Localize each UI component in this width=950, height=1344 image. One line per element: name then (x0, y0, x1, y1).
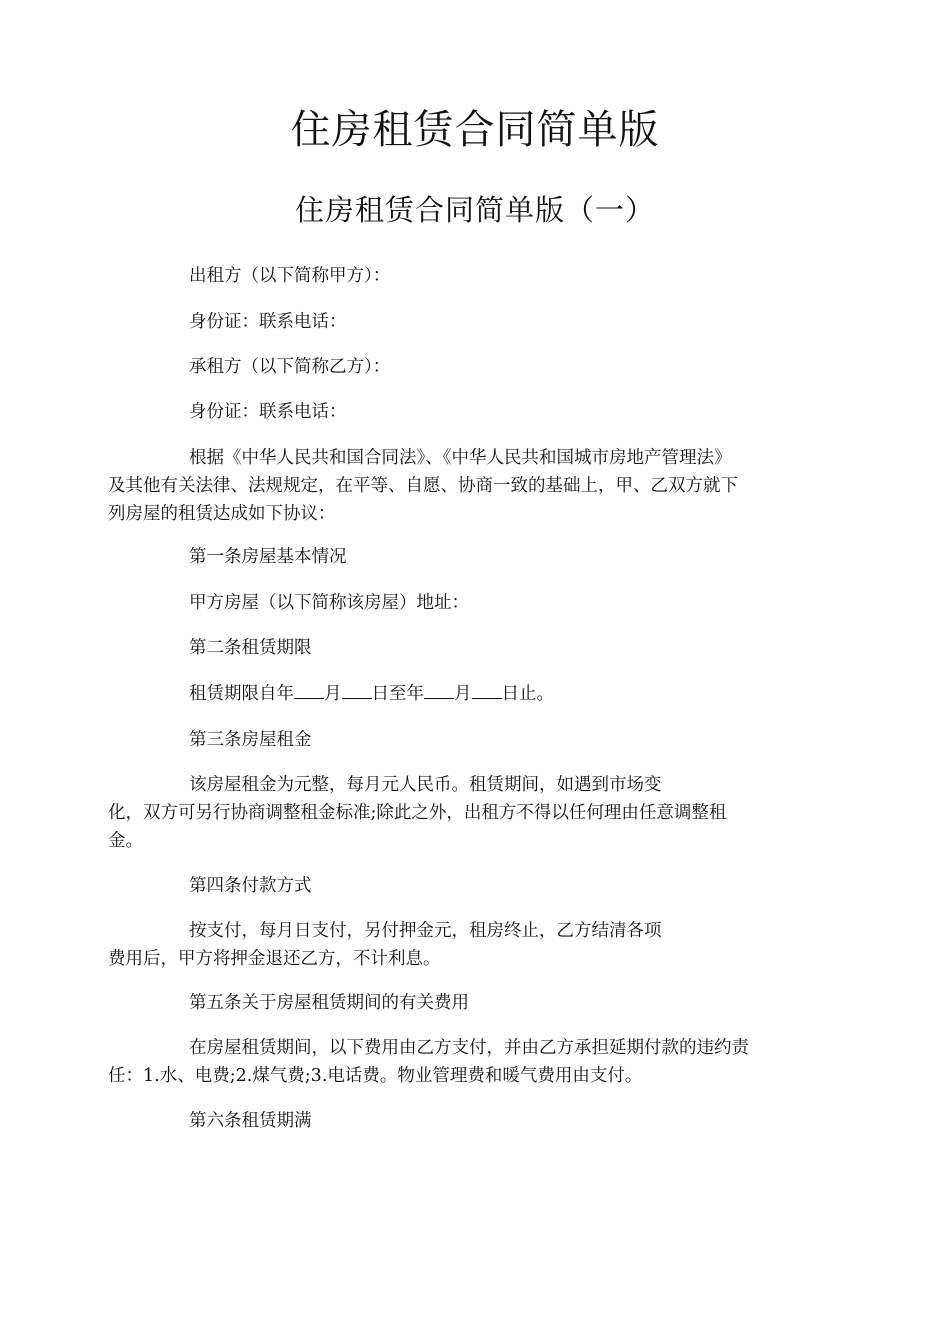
article-5-body (108, 1034, 843, 1090)
body-line: 该房屋租金为元整，每月元人民币。租赁期间，如遇到市场变 (189, 775, 662, 795)
lease-term-text: 日止。 (501, 684, 554, 704)
lease-term-text: 日至年 (371, 684, 424, 704)
article-1-title: 第一条房屋基本情况 (189, 547, 347, 567)
lease-term-text: 租赁期限自年 (189, 684, 294, 704)
preamble-line: 列房屋的租赁达成如下协议： (108, 504, 336, 524)
body-line: 费用后，甲方将押金退还乙方，不计利息。 (108, 949, 441, 969)
lessor-id-line: 身份证：联系电话： (189, 312, 347, 332)
lease-term-text: 月 (454, 684, 472, 704)
blank-field (472, 680, 502, 699)
lessor-line: 出租方（以下简称甲方）： (189, 266, 391, 286)
lessee-id-line: 身份证：联系电话： (189, 402, 347, 422)
preamble-paragraph (108, 444, 843, 528)
blank-field (342, 680, 372, 699)
article-4-body (108, 917, 843, 973)
article-2-body (108, 680, 924, 708)
article-3-title: 第三条房屋租金 (189, 730, 312, 750)
article-1-body: 甲方房屋（以下简称该房屋）地址： (189, 593, 469, 613)
blank-field (424, 680, 454, 699)
body-line: 按支付，每月日支付，另付押金元，租房终止，乙方结清各项 (189, 921, 662, 941)
preamble-line: 及其他有关法律、法规规定，在平等、自愿、协商一致的基础上，甲、乙双方就下 (108, 476, 738, 496)
blank-field (294, 680, 324, 699)
article-2-title: 第二条租赁期限 (189, 638, 312, 658)
document-title: 住房租赁合同简单版 (290, 107, 660, 153)
article-3-body (108, 771, 843, 855)
body-line: 金。 (108, 831, 143, 851)
article-6-title: 第六条租赁期满 (189, 1111, 312, 1131)
article-5-title: 第五条关于房屋租赁期间的有关费用 (189, 993, 469, 1013)
document-subtitle: 住房租赁合同简单版（一） (294, 193, 655, 227)
body-line: 化，双方可另行协商调整租金标准;除此之外，出租方不得以任何理由任意调整租 (108, 803, 727, 823)
body-line: 在房屋租赁期间，以下费用由乙方支付，并由乙方承担延期付款的违约责 (189, 1038, 749, 1058)
lessee-line: 承租方（以下简称乙方）： (189, 357, 391, 377)
preamble-line: 根据《中华人民共和国合同法》、《中华人民共和国城市房地产管理法》 (189, 448, 732, 468)
body-line: 任：1.水、电费;2.煤气费;3.电话费。物业管理费和暖气费用由支付。 (108, 1066, 643, 1086)
lease-term-text: 月 (324, 684, 342, 704)
article-4-title: 第四条付款方式 (189, 876, 312, 896)
